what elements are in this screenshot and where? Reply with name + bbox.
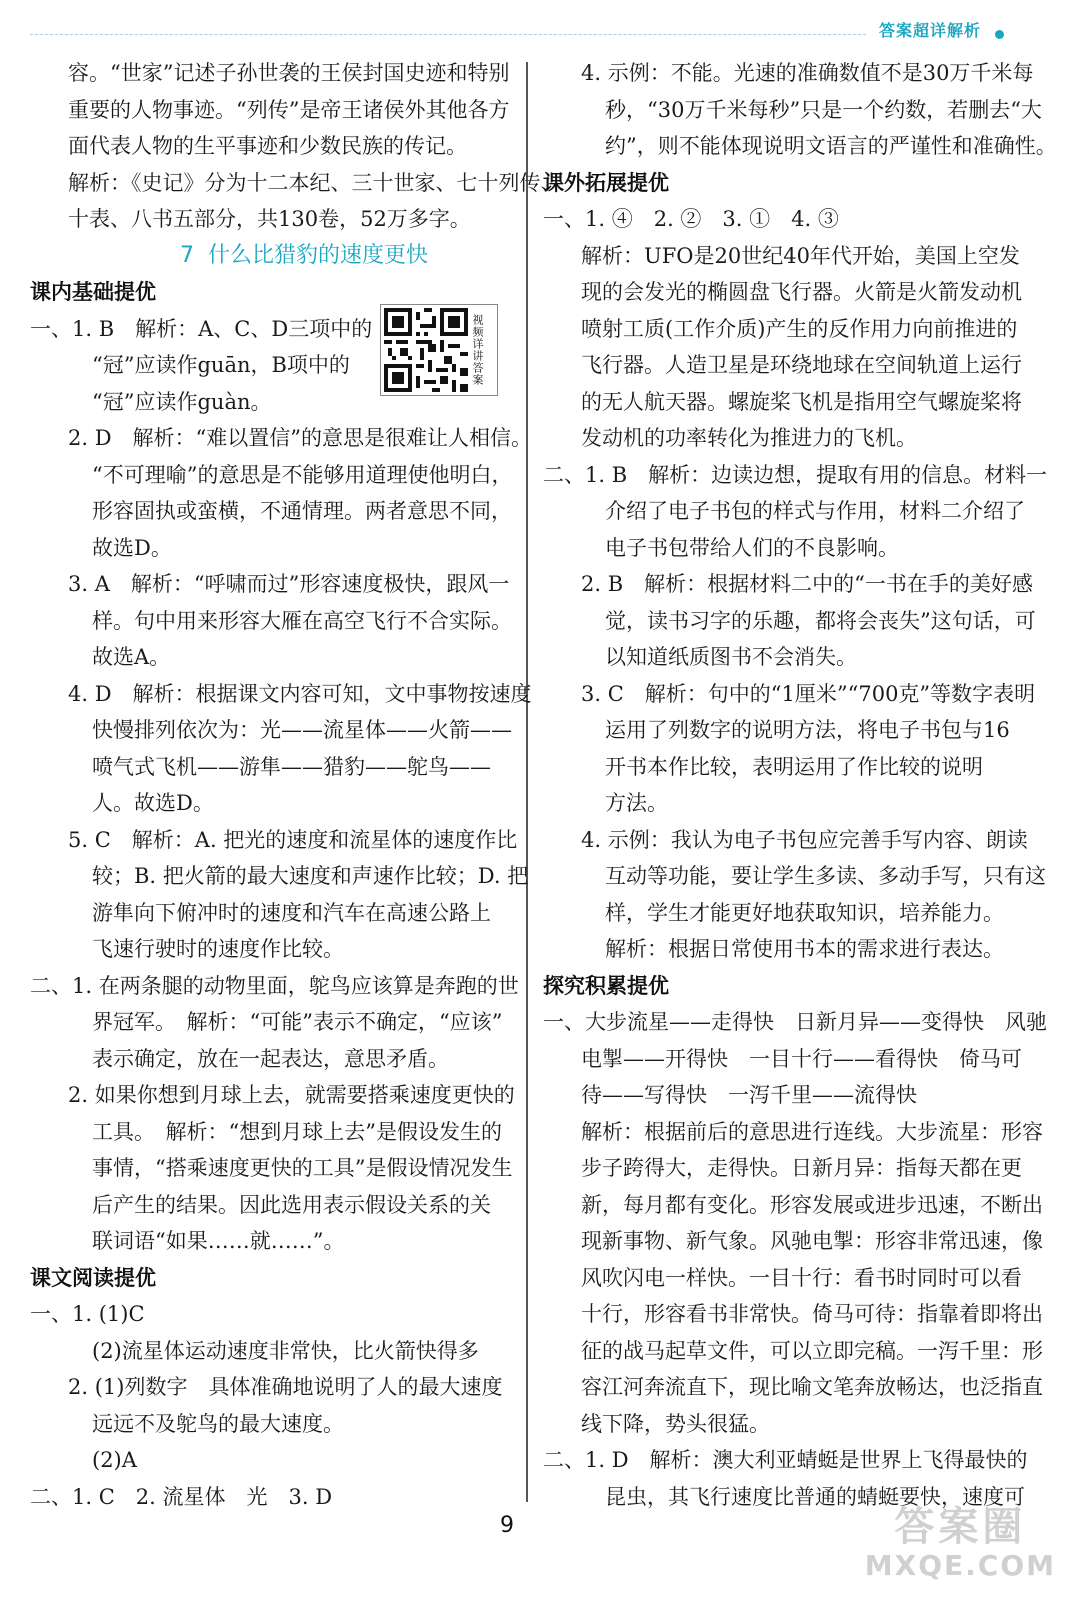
- text-line: 快慢排列依次为：光——流星体——火箭——: [92, 718, 512, 742]
- right-column: [543, 55, 1057, 1515]
- text-line: 2. B 解析：根据材料二中的“一书在手的美好感: [581, 572, 1033, 596]
- text-line: 后产生的结果。因此选用表示假设关系的关: [92, 1192, 491, 1217]
- text-line: 远远不及鸵鸟的最大速度。: [92, 1411, 344, 1436]
- text-line: 现新事物、新气象。风驰电掣：形容非常迅速，像: [581, 1229, 1043, 1253]
- text-line: 2. 如果你想到月球上去，就需要搭乘速度更快的: [68, 1083, 515, 1107]
- text-line: 觉，读书习字的乐趣，都将会丧失”这句话，可: [605, 608, 1036, 633]
- text-line: 十行，形容看书非常快。倚马可待：指靠着即将出: [581, 1302, 1043, 1326]
- text-line: 的无人航天器。螺旋桨飞机是指用空气螺旋桨将: [581, 389, 1022, 414]
- text-line: 线下降，势头很猛。: [581, 1411, 770, 1436]
- text-line: 一、1. (1)C: [30, 1302, 145, 1326]
- text-line: 约”，则不能体现说明文语言的严谨性和准确性。: [605, 134, 1057, 158]
- text-line: “不可理喻”的意思是不能够用道理使他明白，: [92, 462, 513, 487]
- text-line: 样。句中用来形容大雁在高空飞行不合实际。: [92, 608, 512, 633]
- watermark-bottom: MXQE.COM: [864, 1549, 1056, 1582]
- text-line: (2)流星体运动速度非常快，比火箭快得多: [92, 1338, 479, 1363]
- page-number: 9: [500, 1513, 514, 1538]
- header-dot: [995, 30, 1004, 39]
- text-line: 容江河奔流直下，现比喻文笔奔放畅达，也泛指直: [581, 1375, 1043, 1399]
- text-line: 运用了列数字的说明方法，将电子书包与16: [605, 718, 1010, 742]
- text-line: 飞速行驶时的速度作比较。: [92, 937, 344, 961]
- text-line: 工具。 解析：“想到月球上去”是假设发生的: [92, 1119, 502, 1144]
- text-line: 2. D 解析：“难以置信”的意思是很难让人相信。: [68, 426, 533, 450]
- text-line: 介绍了电子书包的样式与作用，材料二介绍了: [605, 499, 1025, 523]
- section-heading: 课内基础提优: [30, 280, 156, 304]
- text-line: “冠”应读作guān，B项中的: [92, 353, 350, 377]
- text-line: “冠”应读作guàn。: [92, 389, 272, 414]
- text-line: 步子跨得大，走得快。日新月异：指每天都在更: [581, 1156, 1022, 1180]
- text-line: 电子书包带给人们的不良影响。: [605, 535, 899, 560]
- text-line: 形容固执或蛮横，不通情理。两者意思不同，: [92, 499, 512, 523]
- text-line: 4. 示例：我认为电子书包应完善手写内容、朗读: [581, 827, 1028, 852]
- text-line: 飞行器。人造卫星是环绕地球在空间轨道上运行: [581, 353, 1022, 377]
- text-line: 新，每月都有变化。形容发展或进步迅速，不断出: [581, 1192, 1043, 1217]
- text-line: 4. D 解析：根据课文内容可知，文中事物按速度: [68, 681, 532, 706]
- text-line: 3. C 解析：句中的“1厘米”“700克”等数字表明: [581, 681, 1036, 706]
- text-line: 3. A 解析：“呼啸而过”形容速度极快，跟风一: [68, 572, 510, 596]
- lesson-number: 7: [180, 242, 194, 268]
- left-column: [30, 55, 562, 1515]
- column-divider: [526, 62, 528, 1502]
- text-line: 面代表人物的生平事迹和少数民族的传记。: [68, 134, 467, 158]
- text-line: (2)A: [92, 1448, 137, 1472]
- text-line: 解析：《史记》分为十二本纪、三十世家、七十列传、: [68, 170, 562, 195]
- section-heading: 课文阅读提优: [30, 1265, 156, 1290]
- text-line: 电掣——开得快 一目十行——看得快 倚马可: [581, 1046, 1022, 1071]
- header-rule: [30, 34, 866, 35]
- text-line: 互动等功能，要让学生多读、多动手写，只有这: [605, 864, 1046, 888]
- watermark-top: 答案圈: [894, 1504, 1027, 1550]
- text-line: 联词语“如果……就……”。: [92, 1229, 345, 1253]
- text-line: 2. (1)列数字 具体准确地说明了人的最大速度: [68, 1375, 503, 1399]
- text-line: 人。故选D。: [92, 791, 214, 815]
- section-heading: 课外拓展提优: [543, 170, 669, 195]
- text-line: 游隼向下俯冲时的速度和汽车在高速公路上: [92, 900, 491, 925]
- lesson-title-text: 什么比猎豹的速度更快: [208, 242, 429, 268]
- text-line: 解析：UFO是20世纪40年代开始，美国上空发: [581, 243, 1020, 268]
- text-line: 表示确定，放在一起表达，意思矛盾。: [92, 1046, 449, 1071]
- text-line: 待——写得快 一泻千里——流得快: [581, 1083, 917, 1107]
- text-line: 昆虫，其飞行速度比普通的蜻蜓要快，速度可: [605, 1484, 1025, 1509]
- text-line: 现的会发光的椭圆盘飞行器。火箭是火箭发动机: [581, 280, 1022, 304]
- text-line: 二、1. C 2. 流星体 光 3. D: [30, 1484, 333, 1509]
- text-line: 喷射工质(工作介质)产生的反作用力向前推进的: [581, 316, 1018, 341]
- text-line: 二、1. B 解析：边读边想，提取有用的信息。材料一: [543, 462, 1048, 487]
- text-line: 样，学生才能更好地获取知识，培养能力。: [605, 900, 1004, 925]
- text-line: 征的战马起草文件，可以立即完稿。一泻千里：形: [581, 1338, 1043, 1363]
- text-line: 界冠军。 解析：“可能”表示不确定，“应该”: [92, 1010, 503, 1034]
- text-line: 秒，“30万千米每秒”只是一个约数，若删去“大: [605, 97, 1042, 122]
- text-line: 故选D。: [92, 535, 172, 560]
- text-line: 方法。: [605, 791, 668, 815]
- text-line: 5. C 解析：A. 把光的速度和流星体的速度作比: [68, 827, 518, 852]
- text-line: 故选A。: [92, 645, 171, 669]
- text-line: 一、1. B 解析：A、C、D三项中的: [30, 316, 373, 341]
- text-line: 以知道纸质图书不会消失。: [605, 645, 857, 669]
- text-line: 重要的人物事迹。“列传”是帝王诸侯外其他各方: [68, 97, 510, 122]
- text-line: 解析：根据前后的意思进行连线。大步流星：形容: [581, 1119, 1043, 1144]
- text-line: 二、1. D 解析：澳大利亚蜻蜓是世界上飞得最快的: [543, 1448, 1028, 1472]
- text-line: 风吹闪电一样快。一目十行：看书时同时可以看: [581, 1265, 1022, 1290]
- text-line: 较；B. 把火箭的最大速度和声速作比较；D. 把: [92, 864, 529, 888]
- header-title: 答案超详解析: [878, 21, 981, 40]
- watermark: [865, 1505, 1056, 1583]
- text-line: 容。“世家”记述子孙世袭的王侯封国史迹和特别: [68, 61, 510, 85]
- text-line: 二、1. 在两条腿的动物里面，鸵鸟应该算是奔跑的世: [30, 973, 519, 998]
- text-line: 喷气式飞机——游隼——猎豹——鸵鸟——: [92, 754, 491, 779]
- lesson-title: [30, 238, 510, 275]
- text-line: 开书本作比较，表明运用了作比较的说明: [605, 754, 983, 779]
- text-line: 十表、八书五部分，共130卷，52万多字。: [68, 207, 471, 231]
- text-line: 事情，“搭乘速度更快的工具”是假设情况发生: [92, 1156, 513, 1180]
- qr-label: 视频详讲答案: [471, 314, 484, 386]
- text-line: 4. 示例：不能。光速的准确数值不是30万千米每: [581, 61, 1034, 85]
- text-line: 解析：根据日常使用书本的需求进行表达。: [605, 937, 1004, 961]
- text-line: 发动机的功率转化为推进力的飞机。: [581, 426, 917, 450]
- text-line: 一、大步流星——走得快 日新月异——变得快 风驰: [543, 1010, 1047, 1034]
- section-heading: 探究积累提优: [543, 973, 669, 998]
- text-line: 一、1. ④ 2. ② 3. ① 4. ③: [543, 207, 839, 231]
